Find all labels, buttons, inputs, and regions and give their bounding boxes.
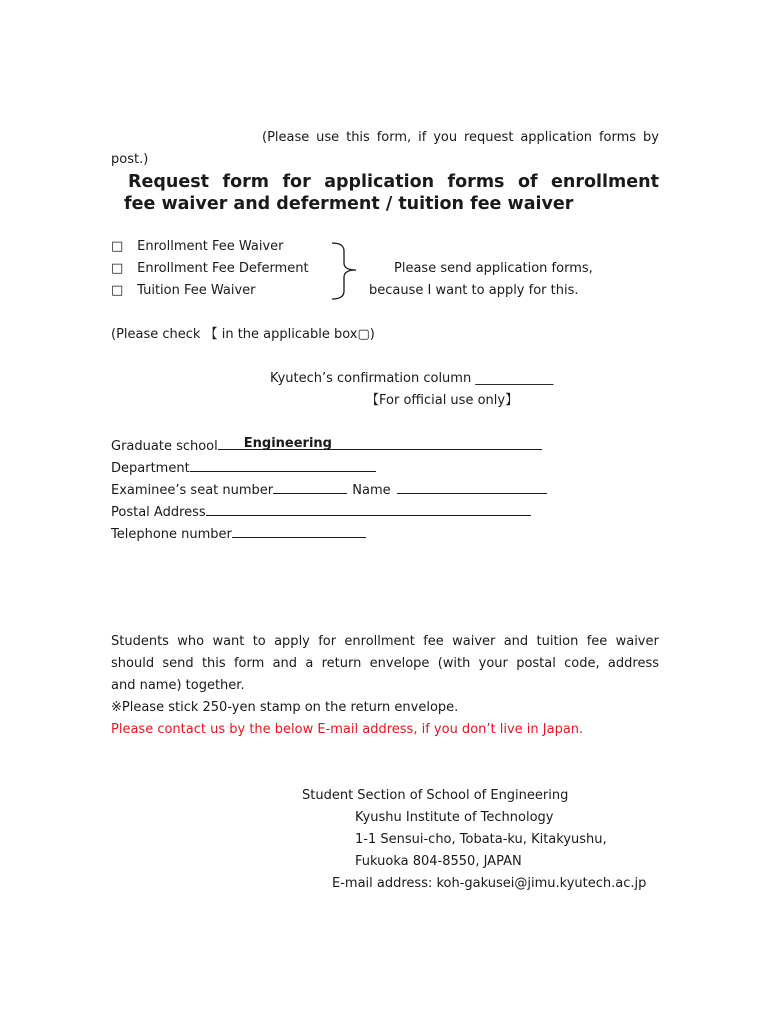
postal-address-field[interactable] <box>111 503 531 521</box>
name-line[interactable] <box>397 481 547 494</box>
address-section: Student Section of School of Engineering <box>302 788 569 803</box>
word: and <box>503 634 529 649</box>
word: (with <box>437 656 471 671</box>
word: fee <box>586 634 608 649</box>
word: tuition <box>536 634 579 649</box>
checkbox-icon[interactable]: □ <box>111 261 124 276</box>
form-title-line1 <box>128 171 659 193</box>
word: your <box>478 656 508 671</box>
address-institute: Kyushu Institute of Technology <box>355 810 554 825</box>
word: apply <box>274 634 310 649</box>
word: send <box>162 656 194 671</box>
graduate-school-field[interactable] <box>111 437 542 455</box>
seat-number-label: Examinee’s seat number <box>111 483 274 498</box>
confirmation-column: Kyutech’s confirmation column ____________ <box>270 371 554 386</box>
word: request <box>464 130 514 145</box>
word: Students <box>111 634 169 649</box>
seat-number-line[interactable] <box>273 481 347 494</box>
word: for <box>282 172 311 192</box>
word: fee <box>423 634 444 649</box>
postal-address-label: Postal Address <box>111 505 206 520</box>
word: for <box>318 634 337 649</box>
check-note: (Please check 【 in the applicable box▢) <box>111 327 375 342</box>
seat-name-field[interactable] <box>111 481 547 499</box>
graduate-school-label: Graduate school <box>111 439 218 454</box>
word: code, <box>564 656 600 671</box>
name-label: Name <box>352 483 391 498</box>
word: should <box>111 656 155 671</box>
word: envelope <box>369 656 430 671</box>
email-address[interactable]: E-mail address: koh-gakusei@jimu.kyutech.ac.jp <box>332 876 647 891</box>
header-note-line2: post.) <box>111 152 149 167</box>
option-label: Enrollment Fee Deferment <box>137 261 309 276</box>
request-text-line1: Please send application forms, <box>394 261 593 276</box>
graduate-school-line[interactable] <box>218 437 542 450</box>
word: application <box>520 130 593 145</box>
right-brace-icon <box>330 241 360 301</box>
word: to <box>252 634 266 649</box>
word: postal <box>516 656 556 671</box>
official-use-note: 【For official use only】 <box>366 393 519 408</box>
word: application <box>324 172 435 192</box>
word: forms <box>447 172 505 192</box>
word: use <box>316 130 340 145</box>
department-field[interactable] <box>111 459 376 477</box>
option-enrollment-fee-waiver[interactable] <box>111 239 284 255</box>
checkbox-icon[interactable]: □ <box>111 283 124 298</box>
word: by <box>642 130 659 145</box>
word: enrollment <box>551 172 659 192</box>
stamp-note: ※Please stick 250-yen stamp on the return envelope. <box>111 700 459 715</box>
word: want <box>212 634 245 649</box>
word: enrollment <box>344 634 415 649</box>
address-city: Fukuoka 804-8550, JAPAN <box>355 854 522 869</box>
word: a <box>305 656 314 671</box>
request-text-line2: because I want to apply for this. <box>369 283 579 298</box>
word: and <box>272 656 298 671</box>
address-street: 1-1 Sensui-cho, Tobata-ku, Kitakyushu, <box>355 832 607 847</box>
word: this <box>346 130 370 145</box>
word: Request <box>128 172 209 192</box>
word: form <box>233 656 265 671</box>
postal-address-line[interactable] <box>206 503 531 516</box>
option-tuition-fee-waiver[interactable] <box>111 283 256 299</box>
department-label: Department <box>111 461 190 476</box>
word: (Please <box>262 130 310 145</box>
word: of <box>517 172 538 192</box>
contact-note: Please contact us by the below E-mail address, if you don’t live in Japan. <box>111 722 584 737</box>
word: address <box>607 656 659 671</box>
word: if <box>418 130 427 145</box>
option-enrollment-fee-deferment[interactable] <box>111 261 309 277</box>
form-title-line2: fee waiver and deferment / tuition fee waiver <box>124 194 574 214</box>
option-label: Enrollment Fee Waiver <box>137 239 284 254</box>
word: forms <box>598 130 637 145</box>
option-label: Tuition Fee Waiver <box>137 283 256 298</box>
checkbox-icon[interactable]: □ <box>111 239 124 254</box>
word: return <box>321 656 362 671</box>
word: waiver <box>615 634 659 649</box>
word: this <box>201 656 226 671</box>
word: form <box>222 172 269 192</box>
word: form, <box>376 130 412 145</box>
word: who <box>177 634 205 649</box>
instructions-line2 <box>111 656 659 672</box>
header-note-line1 <box>262 130 659 146</box>
telephone-field[interactable] <box>111 525 366 543</box>
telephone-label: Telephone number <box>111 527 232 542</box>
graduate-school-value: Engineering <box>243 436 332 451</box>
instructions-line3: and name) together. <box>111 678 245 693</box>
instructions-line1 <box>111 634 659 650</box>
word: waiver <box>452 634 496 649</box>
department-line[interactable] <box>190 459 376 472</box>
telephone-line[interactable] <box>232 525 366 538</box>
word: you <box>433 130 458 145</box>
